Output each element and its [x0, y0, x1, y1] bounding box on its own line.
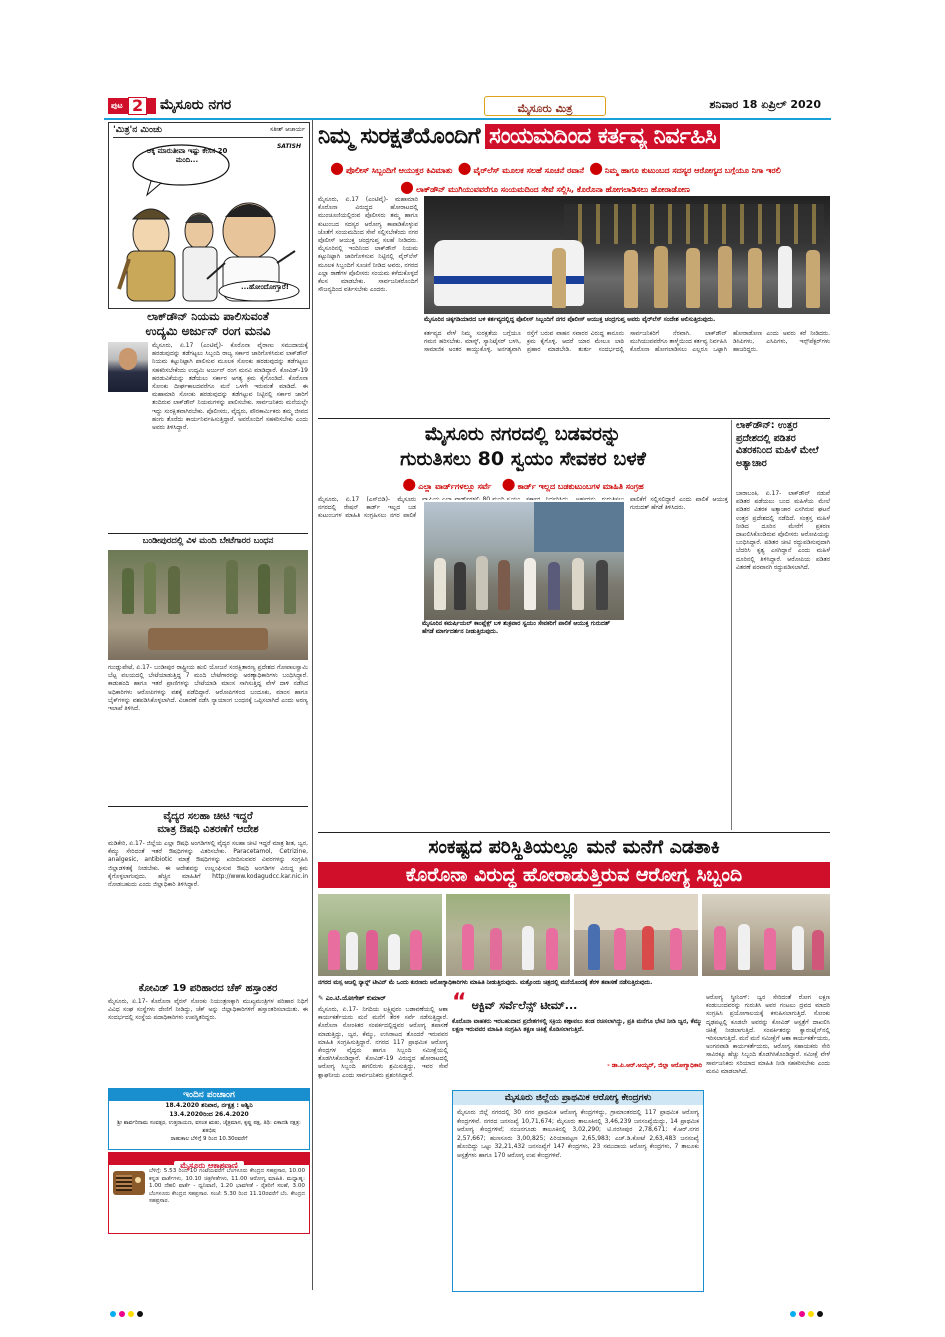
health-quote-title: ಆಕ್ಟಿವ್ ಸರ್ವೆಲೆನ್ಸ್ ಟೀಮ್... — [471, 999, 578, 1012]
cartoon-speech-bubble — [145, 147, 229, 181]
page-header — [104, 96, 829, 116]
officer-figure — [718, 246, 732, 308]
volunteer-figure — [498, 560, 510, 610]
health-worker-figure — [642, 926, 654, 970]
health-worker-figure — [328, 930, 340, 970]
officer-figure — [144, 562, 156, 614]
volunteer-figure — [434, 558, 446, 610]
cartoon-rule — [113, 137, 303, 138]
cartoon-bottom-text: ...ಹೋಂದೋಗ್ತಾರೆ! — [240, 283, 289, 291]
volunteer-figure — [476, 556, 488, 610]
officer-figure — [168, 566, 180, 614]
officer-figure — [226, 560, 238, 614]
phc-box-body: ಮೈಸೂರು ಜಿಲ್ಲೆ ನಗರದಲ್ಲಿ 30 ನಗರ ಪ್ರಾಥಮಿಕ ಆರೋಗ್ಯ ಕೇಂದ್ರಗಳಿದ್ದು, ಗ್ರಾಮಾಂತರದಲ್ಲಿ 117 ಪ್ರಾಥಮಿಕ ಆರೋಗ್ಯ ಕೇಂದ್ರಗಳಿವೆ. ನಗರದ ಜನಸಂಖ್ಯೆ 10,71,674; ಮೈಸೂರು ತಾಲೂಕಿನಲ್ಲಿ 3,46,239 ಜನಸಂಖ್ಯೆಯಿದ್ದು, 14 ಪ್ರಾಥಮಿಕ ಆರೋಗ್ಯ ಕೇಂದ್ರಗಳಿವೆ; ನಂಜನಗೂಡು ತಾಲೂಕಿನಲ್ಲಿ 3,02,290; ಟಿ.ನರಸೀಪುರ 2,78,671; ಕೆ.ಆರ್.ನಗರ 2,57,667; ಹುಣಸೂರು 3,00,825; ಪಿರಿಯಾಪಟ್ಟಣ 2,65,983; ಎಚ್.ಡಿ.ಕೋಟೆ 2,63,483 ಜನಸಂಖ್ಯೆ ಹೊಂದಿದ್ದು ಒಟ್ಟು 32,21,432 ಜನಸಂಖ್ಯೆಗೆ 147 ಕೇಂದ್ರಗಳು, 23 ಸಮುದಾಯ ಆರೋಗ್ಯ ಕೇಂದ್ರಗಳು, 7 ತಾಲೂಕು ಆಸ್ಪತ್ರೆಗಳು ಹಾಗೂ 170 ಆರೋಗ್ಯ ಉಪ ಕೇಂದ್ರಗಳಿವೆ. — [457, 1109, 699, 1159]
volunteer-figure — [548, 562, 560, 610]
officer-figure — [686, 248, 700, 308]
lead-sub-1: ಪೊಲೀಸ್ ಸಿಬ್ಬಂದಿಗೆ ಆಯುಕ್ತರ ಕಿವಿಮಾತು — [345, 166, 453, 175]
volunteer-photo — [422, 500, 626, 622]
building — [534, 502, 624, 552]
cartoon-bubble-text: ಅಕ್ಕಿ ಮಾರುತೀವಾ ಇಷ್ಟು ಕೇಸಸ 20 ಮಂದಿ... — [146, 147, 228, 164]
phc-box-title: ಮೈಸೂರು ಜಿಲ್ಲೆಯ ಪ್ರಾಥಮಿಕ ಆರೋಗ್ಯ ಕೇಂದ್ರಗಳು — [453, 1091, 703, 1105]
health-worker-figure — [670, 928, 682, 970]
arrest-headline: ಬಂಡೀಪುರದಲ್ಲಿ ವಿಳ ಮಂದಿ ಬೇಟೆಗಾರರ ಬಂಧನ — [142, 536, 274, 546]
health-worker-figure — [546, 928, 558, 970]
officer-figure — [552, 248, 566, 308]
medicine-story — [108, 810, 308, 980]
pen-icon: ✎ — [318, 994, 324, 1002]
divider-2 — [108, 806, 308, 807]
cartoon-title: 'ಮಿತ್ರ'ನ ಮಿಂಚು — [113, 125, 163, 135]
officer-figure — [284, 566, 296, 614]
health-worker-figure — [366, 930, 378, 970]
health-body-col3: ಆರೋಗ್ಯ ಸ್ಕ್ರೀನಿಂಗ್: ಜ್ವರ ಸೇರಿದಂತೆ ರೋಗ ಲಕ್ಷಣ ಕಂಡುಬಂದವರನ್ನು ಗುರುತಿಸಿ ಅವರ ಗಂಟಲು ದ್ರವದ ಮಾದರಿ ಸಂಗ್ರಹಿಸಿ ಪ್ರಯೋಗಾಲಯಕ್ಕೆ ಕಳುಹಿಸಲಾಗುತ್ತಿದೆ. ಸೋಂಕು ದೃಢಪಟ್ಟಲ್ಲಿ ಕೂಡಲೇ ಅವರನ್ನು ಕೋವಿಡ್ ಆಸ್ಪತ್ರೆಗೆ ದಾಖಲಿಸಿ ಚಿಕಿತ್ಸೆ ನೀಡಲಾಗುತ್ತಿದೆ. ಸಂಪರ್ಕಿತರನ್ನು ಕ್ವಾರಂಟೈನ್‌ನಲ್ಲಿ ಇರಿಸಲಾಗುತ್ತಿದೆ. ಮನೆ ಮನೆ ಸಮೀಕ್ಷೆಗೆ ಆಶಾ ಕಾರ್ಯಕರ್ತೆಯರು, ಅಂಗನವಾಡಿ ಕಾರ್ಯಕರ್ತೆಯರು, ಆರೋಗ್ಯ ಸಹಾಯಕರು ಸೇರಿ ಸಾವಿರಕ್ಕೂ ಹೆಚ್ಚು ಸಿಬ್ಬಂದಿ ತೊಡಗಿಸಿಕೊಂಡಿದ್ದಾರೆ. ಸಮೀಕ್ಷೆ ವೇಳೆ ಸಾರ್ವಜನಿಕರು ಸರಿಯಾದ ಮಾಹಿತಿ ನೀಡಿ ಸಹಕರಿಸಬೇಕು ಎಂದು ಮನವಿ ಮಾಡಲಾಗಿದೆ. — [706, 994, 830, 1075]
page-number: 2 — [128, 97, 147, 115]
radio-body: ಬೆಳಿಗ್ಗೆ: 5.53 ರಿಂದ 10 ಗಂಟೆಯವರೆಗೆ ಬೆಂಗಳೂರು ಕೇಂದ್ರದ ಸಹಪ್ರಸಾರ, 10.00 ಕನ್ನಡ ವಾರ್ತೆಗಳು, 10.10 ಚಿತ್ರಗೀತೆಗಳು, 11.00 ಆರೋಗ್ಯ ಮಾಹಿತಿ. ಮಧ್ಯಾಹ್ನ: 1.00 ದೆಹಲಿ ವಾರ್ತೆ - ಧ್ವನಿವಾಣಿ, 1.20 ಭಾವಗೀತೆ - ರೈತರಿಗೆ ಸಲಹೆ, 3.00 ಬೆಂಗಳೂರು ಕೇಂದ್ರದ ಸಹಪ್ರಸಾರ. ಸಂಜೆ: 5.30 ರಿಂದ 11.10ರವರೆಗೆ ಬೆಂ. ಕೇಂದ್ರದ ಸಹಪ್ರಸಾರ. — [149, 1168, 305, 1205]
health-worker-figure — [410, 930, 422, 970]
officer-figure — [778, 246, 792, 308]
volunteer-figure — [572, 558, 584, 610]
officer-figure — [122, 568, 134, 614]
health-photo-caption: ನಗರದ ಮಸ್ಸ ಅಜಲ್ಲಿ ನ್ಯಾನ್ನ್ ಟೀವಿನ್ ಮೆ ಒಂದು ಕುರಣದು ಆರೋಗ್ಯಾಧಿಕಾರಿಗಳು ಮಾಹಿತಿ ನೀಡುತ್ತಿರುವುದು. ಮತ್ತೊಂದು ಚಿತ್ರದಲ್ಲಿ ಮನೆಯೊಂದಕ್ಕೆ ತೆರಳಿ ತಪಾಸಣೆ ನಡೆಸುತ್ತಿರುವುದು. — [318, 980, 653, 986]
panchanga-line-1: 18.4.2020 ಶನಿವಾರ, ರ್ನಕ್ಷತ್ರ : ಅಶ್ವಿನಿ — [165, 1102, 253, 1109]
bullet-icon: ● — [400, 177, 414, 196]
divider-3 — [318, 418, 830, 419]
registration-dot — [817, 1311, 823, 1317]
arrest-photo — [108, 550, 308, 660]
registration-marks-right — [790, 1302, 826, 1321]
health-byline — [318, 994, 448, 1003]
radio-title: ಮೈಸೂರು ಆಕಾಶವಾಣಿ — [174, 1161, 243, 1171]
health-col-1 — [318, 994, 448, 1290]
registration-dot — [110, 1311, 116, 1317]
registration-dot — [808, 1311, 814, 1317]
volunteer-figure — [596, 560, 608, 610]
cartoon-signature: SATISH — [276, 143, 301, 150]
lead-body-row: ಕರ್ತವ್ಯದ ವೇಳೆ ನಿಮ್ಮ ಸುರಕ್ಷತೆಯ ಬಗ್ಗೆಯೂ ಗಮನ ಹರಿಸಬೇಕು. ಮಾಸ್ಕ್, ಸ್ಯಾನಿಟೈಸರ್ ಬಳಸಿ, ಸಾಮಾಜಿಕ ಅಂತರ ಕಾಯ್ದುಕೊಳ್ಳಿ. ಅನಗತ್ಯವಾಗಿ ರಸ್ತೆಗೆ ಬರುವ ವಾಹನ ಸವಾರರ ವಿರುದ್ಧ ಕಾನೂನು ಕ್ರಮ ಕೈಗೊಳ್ಳಿ. ಆದರೆ ಯಾರ ಮೇಲೂ ಲಾಠಿ ಪ್ರಹಾರ ಮಾಡಬೇಡಿ. ತುರ್ತು ಸಂದರ್ಭದಲ್ಲಿ ಸಾರ್ವಜನಿಕರಿಗೆ ನೆರವಾಗಿ. ಲಾಕ್‌ಡೌನ್ ಮುಗಿಯುವವರೆಗೂ ತಾಳ್ಮೆಯಿಂದ ಕರ್ತವ್ಯ ನಿರ್ವಹಿಸಿ ಕೊರೊನಾ ಹೋಗಲಾಡಿಸಲು ಎಲ್ಲರೂ ಒಟ್ಟಾಗಿ ಹೋರಾಡೋಣ ಎಂದು ಅವರು ಕರೆ ನೀಡಿದರು. ಡಿಸಿಪಿಗಳು, ಎಸಿಪಿಗಳು, ಇನ್ಸ್‌ಪೆಕ್ಟರ್‌ಗಳು ಹಾಜರಿದ್ದರು. — [424, 330, 830, 354]
page-number-badge — [108, 98, 156, 114]
cartoon-bottom-bubble — [229, 283, 301, 295]
health-worker-figure — [346, 932, 358, 970]
lockdown-headline-1: ಲಾಕ್‌ಡೌನ್ ನಿಯಮ ಪಾಲಿಸುವಂತೆ — [147, 310, 269, 323]
volunteer-story — [318, 420, 728, 832]
registration-dot — [137, 1311, 143, 1317]
cartoon-box — [108, 122, 310, 309]
health-worker-figure — [522, 926, 534, 970]
health-worker-figure — [812, 930, 824, 970]
lead-headline — [318, 122, 830, 152]
radio-icon — [113, 1171, 145, 1195]
health-quote-box — [452, 990, 702, 1084]
radio-title-bar — [109, 1153, 309, 1170]
officer-figure — [806, 250, 820, 308]
lead-subheads — [330, 158, 830, 196]
cartoon-artist: ಸತೀಶ್ ಆಚಾರ್ಯ — [270, 126, 305, 133]
bullet-icon: ● — [457, 158, 472, 177]
panchanga-line-3: ಶ್ರೀ ಶಾರ್ವರಿನಾಮ ಸಂವತ್ಸರ, ಉತ್ತರಾಯಣ, ವಸಂತ ಋತು, ಚೈತ್ರಮಾಸ, ಕೃಷ್ಣ ಪಕ್ಷ, ತಿಥಿ: ಏಕಾದಶಿ ನಕ್ಷತ್ರ: ಶತಭಿಷ — [117, 1120, 301, 1134]
health-worker-figure — [588, 924, 600, 970]
registration-marks-left — [110, 1302, 146, 1321]
page-label: ಪುಟ — [111, 101, 123, 110]
issue-date: ಶನಿವಾರ 18 ಏಪ್ರಿಲ್ 2020 — [709, 98, 821, 111]
volunteer-sub-2: ಕಾರ್ಡ್ ಇಲ್ಲದ ಬಡಕುಟುಂಬಗಳ ಮಾಹಿತಿ ಸಂಗ್ರಹ — [517, 482, 644, 491]
lockdown-headline-2: ಉದ್ಯಮಿ ಅರ್ಜುನ್ ರಂಗ ಮನವಿ — [145, 324, 271, 338]
quote-mark-icon: “ — [452, 990, 467, 1015]
health-byline-text: ಎಂ.ಟಿ.ಯೋಗೇಶ್ ಕುಮಾರ್ — [325, 994, 386, 1002]
divider-1 — [108, 533, 308, 534]
relief-story — [108, 982, 308, 1082]
panchanga-box — [108, 1088, 310, 1150]
health-photo-2 — [446, 894, 570, 976]
lead-sub-3: ನಿಮ್ಮ ಹಾಗೂ ಕುಟುಂಬದ ಸದಸ್ಯರ ಆರೋಗ್ಯದ ಬಗ್ಗೆಯೂ ನಿಗಾ ಇರಲಿ — [605, 166, 781, 175]
officer-figure — [748, 248, 762, 308]
bullet-icon: ● — [501, 474, 516, 493]
bullet-icon: ● — [589, 158, 604, 177]
masthead-text: ಮೈಸೂರು ಮಿತ್ರ — [517, 102, 573, 115]
header-rule — [104, 118, 831, 120]
lead-body-column: ಮೈಸೂರು, ಏ.17 (ಎಂಟಿವೈ)- ಮಹಾಮಾರಿ ಕೊರೊನಾ ವಿರುದ್ಧದ ಹೋರಾಟದಲ್ಲಿ ಮುಂಚೂಣಿಯಲ್ಲಿರುವ ಪೊಲೀಸರು ತಮ್ಮ ಹಾಗೂ ಕುಟುಂಬದ ಸದಸ್ಯರ ಆರೋಗ್ಯ ಕಾಪಾಡಿಕೊಳ್ಳುವ ಜೊತೆಗೆ ಸಂಯಮದಿಂದ ಸೇವೆ ಸಲ್ಲಿಸಬೇಕೆಂದು ನಗರ ಪೊಲೀಸ್ ಆಯುಕ್ತ ಚಂದ್ರಗುಪ್ತ ಸಲಹೆ ನೀಡಿದರು. ಮೈಸೂರಿನಲ್ಲಿ ಇಂದಿನಿಂದ ಲಾಕ್‌ಡೌನ್ ನಿಯಮ ಕಟ್ಟುನಿಟ್ಟಾಗಿ ಜಾರಿಗೊಳಿಸುವ ನಿಟ್ಟಿನಲ್ಲಿ ವೈರ್‌ಲೆಸ್ ಮೂಲಕ ಸಿಬ್ಬಂದಿಗೆ ಸೂಚನೆ ನೀಡಿದ ಅವರು, ನಗರದ ಎಲ್ಲಾ ಠಾಣೆಗಳ ಪೊಲೀಸರು ಸಂಯಮ ಕಳೆದುಕೊಳ್ಳದೆ ಕೆಲಸ ಮಾಡಬೇಕು. ಸಾರ್ವಜನಿಕರೊಂದಿಗೆ ಸೌಜನ್ಯದಿಂದ ವರ್ತಿಸಬೇಕು ಎಂದರು. — [318, 196, 418, 294]
health-quote-body: ಕೊರೊನಾ ವಾಹಕರು ಇರಬಹುದಾದ ಪ್ರದೇಶಗಳಲ್ಲಿ ಸಕ್ರಿಯ ಕಣ್ಗಾವಲು ತಂಡ ರಚಿಸಲಾಗಿದ್ದು, ಪ್ರತಿ ಮನೆಗೂ ಭೇಟಿ ನೀಡಿ ಜ್ವರ, ಕೆಮ್ಮು ಲಕ್ಷಣ ಇರುವವರ ಮಾಹಿತಿ ಸಂಗ್ರಹಿಸಿ ತಕ್ಷಣ ಚಿಕಿತ್ಸೆ ಕೊಡಿಸಲಾಗುತ್ತಿದೆ. — [452, 1018, 702, 1034]
health-worker-figure — [714, 926, 726, 970]
volunteer-body: ಮೈಸೂರು, ಏ.17 (ಎಸ್‌ಬಿಡಿ)- ಮೈಸೂರು ನಗರದಲ್ಲಿ ರೇಷನ್ ಕಾರ್ಡ್ ಇಲ್ಲದ ಬಡ ಕುಟುಂಬಗಳ ಮಾಹಿತಿ ಸಂಗ್ರಹಿಸಲು ನಗರ ಪಾಲಿಕೆ ಪಾಲಿಕೆಗೆ ಸಲ್ಲಿಸಲಿದ್ದಾರೆ ಎಂದು ಪಾಲಿಕೆ ಆಯುಕ್ತ ಗುರುದತ್ ಹೆಗಡೆ ತಿಳಿಸಿದರು. — [318, 496, 728, 520]
health-quote-author: - ಡಾ.ಪಿ.ಆರ್.ಅಯ್ಯರ್, ಜಿಲ್ಲಾ ಆರೋಗ್ಯಾಧಿಕಾರಿ — [607, 1062, 702, 1069]
health-photo-3 — [574, 894, 698, 976]
health-worker-figure — [792, 926, 804, 970]
officer-figure — [258, 564, 270, 614]
column-divider — [312, 120, 313, 1290]
health-body-col1: ಮೈಸೂರು, ಏ.17- ನಿಗದಿಯ ಲಕ್ಷ್ಮಿಪುರಂ ಬಡಾವಣೆಯಲ್ಲಿ ಆಶಾ ಕಾರ್ಯಕರ್ತೆಯರು ಮನೆ ಮನೆಗೆ ತೆರಳಿ ಸರ್ವೆ ನಡೆಸುತ್ತಿದ್ದಾರೆ. ಕೊರೊನಾ ಸೋಂಕಿತರ ಸಂಪರ್ಕದಲ್ಲಿದ್ದವರ ಆರೋಗ್ಯ ತಪಾಸಣೆ ಮಾಡುತ್ತಿದ್ದು, ಜ್ವರ, ಕೆಮ್ಮು, ಉಸಿರಾಟದ ತೊಂದರೆ ಇರುವವರ ಮಾಹಿತಿ ಸಂಗ್ರಹಿಸುತ್ತಿದ್ದಾರೆ. ನಗರದ 117 ಪ್ರಾಥಮಿಕ ಆರೋಗ್ಯ ಕೇಂದ್ರಗಳ ವೈದ್ಯರು ಹಾಗೂ ಸಿಬ್ಬಂದಿ ಸಮೀಕ್ಷೆಯಲ್ಲಿ ತೊಡಗಿಸಿಕೊಂಡಿದ್ದಾರೆ. ಕೋವಿಡ್-19 ವಿರುದ್ಧದ ಹೋರಾಟದಲ್ಲಿ ಆರೋಗ್ಯ ಸಿಬ್ಬಂದಿ ಹಗಲಿರುಳು ಶ್ರಮಿಸುತ್ತಿದ್ದು, ಇವರ ಸೇವೆ ಶ್ಲಾಘನೀಯ ಎಂದು ಸಾರ್ವಜನಿಕರು ಪ್ರಶಂಸಿಸಿದ್ದಾರೆ. — [318, 1006, 448, 1079]
lead-headline-part-1: ನಿಮ್ಮ ಸುರಕ್ಷತೆಯೊಂದಿಗೆ — [318, 124, 481, 149]
section-title: ಮೈಸೂರು ನಗರ — [160, 97, 232, 113]
registration-dot — [128, 1311, 134, 1317]
health-quote-header — [452, 990, 702, 1015]
registration-dot — [799, 1311, 805, 1317]
lead-headline-part-2: ಸಂಯಮದಿಂದ ಕರ್ತವ್ಯ ನಿರ್ವಹಿಸಿ — [485, 124, 720, 149]
bullet-icon: ● — [330, 158, 344, 177]
panchanga-title: ಇಂದಿನ ಪಂಚಾಂಗ — [109, 1089, 309, 1101]
up-headline: ಲಾಕ್‌ಡೌನ್: ಉತ್ತರ ಪ್ರದೇಶದಲ್ಲಿ ಪಡಿತರ ವಿತರಕನಿಂದ ಮಹಿಳೆ ಮೇಲೆ ಅತ್ಯಾಚಾರ — [736, 420, 819, 469]
radio-dial — [135, 1177, 141, 1183]
column-divider-right — [731, 420, 732, 830]
portrait-face — [119, 348, 137, 370]
volunteer-figure — [454, 562, 466, 610]
radio-speaker-grill — [116, 1175, 132, 1191]
health-worker-figure — [764, 928, 776, 970]
volunteer-photo-caption: ಮೈಸೂರಿನ ಕಮರ್ಷಿಯಲ್ ಕಾಂಪ್ಲೆಕ್ಸ್ ಬಳಿ ಶುಕ್ರವಾರ ಸ್ವಯಂ ಸೇವಕರಿಗೆ ಪಾಲಿಕೆ ಆಯುಕ್ತ ಗುರುದತ್ ಹೆಗಡೆ ಮಾರ್ಗದರ್ಶನ ನೀಡುತ್ತಿರುವುದು. — [422, 620, 622, 638]
arrest-story — [108, 536, 308, 804]
health-worker-figure — [738, 924, 750, 970]
lockdown-body: ಮೈಸೂರು, ಏ.17 (ಎಂಟಿವೈ)- ಕೊರೊನಾ ವೈರಾಣು ಸಮುದಾಯಕ್ಕೆ ಹರಡುವುದನ್ನು ತಡೆಗಟ್ಟಲು ಸಿಬ್ಬಂದಿ ರಾಜ್ಯ ಸರ್ಕಾರ ಜಾರಿಗೊಳಿಸಿರುವ ಲಾಕ್‌ಡೌನ್ ನಿಯಮ ಕಟ್ಟುನಿಟ್ಟಾಗಿ ಪಾಲಿಸುವ ಮೂಲಕ ಸೋಂಕು ಹರಡುವುದನ್ನು ತಡೆಗಟ್ಟಲು ಸಹಕರಿಸಬೇಕೆಂದು ಉದ್ಯಮಿ ಅರ್ಜುನ್ ರಂಗ ಮನವಿ ಮಾಡಿದ್ದಾರೆ. ಕೋವಿಡ್-19 ಹರಡುವಿಕೆಯನ್ನು ತಡೆಯಲು ಸರ್ಕಾರ ಅಗತ್ಯ ಕ್ರಮ ಕೈಗೊಂಡಿದೆ. ಕೊರೊನಾ ಸೋಂಕು ದೀರ್ಘಕಾಲದವರೆಗೂ ಮನೆ ಒಳಗೇ ಇರುವಂತೆ ಮಾಡಿದೆ. ಈ ಮಹಾಮಾರಿ ಸೋಂಕು ಹರಡುವುದನ್ನು ತಡೆಗಟ್ಟುವ ನಿಟ್ಟಿನಲ್ಲಿ ಸರ್ಕಾರ ಜಾರಿಗೆ ತಂದಿರುವ ಲಾಕ್‌ಡೌನ್ ನಿಯಮಗಳನ್ನು ಪಾಲಿಸಬೇಕು. ಸಾರ್ವಜನಿಕರು ಮನೆಯಲ್ಲೇ ಇದ್ದು ಸುರಕ್ಷಿತವಾಗಿರಬೇಕು. ಪೊಲೀಸರು, ವೈದ್ಯರು, ಪೌರಕಾರ್ಮಿಕರು ತಮ್ಮ ಜೀವದ ಹಂಗು ತೊರೆದು ಕಾರ್ಯನಿರ್ವಹಿಸುತ್ತಿದ್ದಾರೆ. ಅವರೊಂದಿಗೆ ಸಹಕರಿಸಬೇಕು ಎಂದು ಅವರು ತಿಳಿಸಿದ್ದಾರೆ. — [152, 342, 308, 432]
relief-headline: ಕೋವಿಡ್ 19 ಪರಿಹಾರದ ಚೆಕ್ ಹಸ್ತಾಂತರ — [138, 983, 278, 994]
up-story — [736, 420, 830, 832]
officer-figure — [624, 250, 638, 308]
health-worker-figure — [462, 924, 474, 970]
medicine-body: ಮಡಿಕೇರಿ, ಏ.17- ಜಿಲ್ಲೆಯ ಎಲ್ಲಾ ಔಷಧಿ ಅಂಗಡಿಗಳಲ್ಲಿ ವೈದ್ಯರ ಸಲಹಾ ಚೀಟಿ ಇದ್ದರೆ ಮಾತ್ರ ಶೀತ, ಜ್ವರ, ಕೆಮ್ಮು ಸೇರಿದಂತೆ ಇತರೆ ಔಷಧಿಗಳನ್ನು ವಿತರಿಸಬೇಕು. Paracetamol, Cetrizine, analgesic, antibiotic ಮಾತ್ರೆ ಔಷಧಿಗಳನ್ನು ಖರೀದಿಸುವವರ ವಿವರಗಳನ್ನು ಸಂಗ್ರಹಿಸಿ ಜಿಲ್ಲಾಡಳಿತಕ್ಕೆ ನೀಡಬೇಕು. ಈ ಆದೇಶವನ್ನು ಉಲ್ಲಂಘಿಸುವ ಔಷಧಿ ಅಂಗಡಿಗಳ ವಿರುದ್ಧ ಕ್ರಮ ಕೈಗೊಳ್ಳಲಾಗುವುದು. ಹೆಚ್ಚಿನ ಮಾಹಿತಿಗೆ http://www.kodagudcc.kar.nic.in ನೋಡಬಹುದು ಎಂದು ಜಿಲ್ಲಾಧಿಕಾರಿ ತಿಳಿಸಿದ್ದಾರೆ. — [108, 840, 308, 889]
divider-4 — [318, 832, 830, 833]
volunteer-figure — [524, 558, 536, 610]
radio-box — [108, 1152, 310, 1234]
health-headline-1: ಸಂಕಷ್ಟದ ಪರಿಸ್ಥಿತಿಯಲ್ಲೂ ಮನೆ ಮನೆಗೆ ಎಡತಾಕಿ — [428, 836, 720, 858]
health-worker-figure — [490, 928, 502, 970]
health-worker-figure — [388, 934, 400, 970]
arrest-body: ಗುಂಡ್ಲುಪೇಟೆ, ಏ.17- ಬಂಡೀಪುರ ರಾಷ್ಟ್ರೀಯ ಹುಲಿ ಯೋಜನೆ ಸಂರಕ್ಷಿತಾರಣ್ಯ ಪ್ರದೇಶದ ಗೋಪಾಲಸ್ವಾಮಿ ಬೆಟ್ಟ ವಲಯದಲ್ಲಿ ಬೇಟೆಯಾಡುತ್ತಿದ್ದ 7 ಮಂದಿ ಬೇಟೆಗಾರರನ್ನು ಅರಣ್ಯಾಧಿಕಾರಿಗಳು ಬಂಧಿಸಿದ್ದಾರೆ. ಕಾಡುಹಂದಿ ಹಾಗೂ ಇತರೆ ಪ್ರಾಣಿಗಳನ್ನು ಬೇಟೆಯಾಡಿ ಮಾಂಸ ಸಾಗಿಸುತ್ತಿದ್ದ ವೇಳೆ ದಾಳಿ ನಡೆಸಿದ ಅಧಿಕಾರಿಗಳು ಆರೋಪಿಗಳನ್ನು ವಶಕ್ಕೆ ಪಡೆದಿದ್ದಾರೆ. ಆರೋಪಿಗಳಿಂದ ಬಂದೂಕು, ಮಾಂಸ ಹಾಗೂ ಬೈಕ್‌ಗಳನ್ನು ವಶಪಡಿಸಿಕೊಳ್ಳಲಾಗಿದೆ. ವಿಚಾರಣೆ ನಡೆಸಿ ನ್ಯಾಯಾಂಗ ಬಂಧನಕ್ಕೆ ಒಪ್ಪಿಸಲಾಗಿದೆ ಎಂದು ಅರಣ್ಯ ಇಲಾಖೆ ತಿಳಿಸಿದೆ. — [108, 664, 308, 713]
volunteer-sub-1: ಎಲ್ಲಾ ವಾರ್ಡ್‌ಗಳಲ್ಲೂ ಸರ್ವೆ — [418, 482, 492, 491]
phc-box — [452, 1090, 704, 1292]
registration-dot — [119, 1311, 125, 1317]
health-photo-4 — [702, 894, 830, 976]
health-headline-2: ಕೊರೊನಾ ವಿರುದ್ಧ ಹೋರಾಡುತ್ತಿರುವ ಆರೋಗ್ಯ ಸಿಬ್ಬಂದಿ — [318, 862, 830, 888]
health-worker-figure — [614, 928, 626, 970]
masthead — [484, 96, 606, 116]
seized-items — [148, 628, 268, 650]
up-body: ಬಾರಾಬಂಕಿ, ಏ.17- ಲಾಕ್‌ಡೌನ್ ನಡುವೆ ಪಡಿತರ ಪಡೆಯಲು ಬಂದ ಮಹಿಳೆಯ ಮೇಲೆ ಪಡಿತರ ವಿತರಕ ಅತ್ಯಾಚಾರ ಎಸಗಿರುವ ಘಟನೆ ಉತ್ತರ ಪ್ರದೇಶದಲ್ಲಿ ನಡೆದಿದೆ. ಸಂತ್ರಸ್ತ ಮಹಿಳೆ ನೀಡಿದ ದೂರಿನ ಮೇರೆಗೆ ಪ್ರಕರಣ ದಾಖಲಿಸಿಕೊಂಡಿರುವ ಪೊಲೀಸರು ಆರೋಪಿಯನ್ನು ಬಂಧಿಸಿದ್ದಾರೆ. ಪಡಿತರ ಚೀಟಿ ರದ್ದುಪಡಿಸುವುದಾಗಿ ಬೆದರಿಸಿ ಕೃತ್ಯ ಎಸಗಿದ್ದಾನೆ ಎಂದು ಮಹಿಳೆ ದೂರಿನಲ್ಲಿ ತಿಳಿಸಿದ್ದಾರೆ. ಆರೋಪಿಯ ಪಡಿತರ ವಿತರಣೆ ಪರವಾನಗಿ ರದ್ದುಪಡಿಸಲಾಗಿದೆ. — [736, 490, 830, 571]
portrait-photo — [108, 342, 148, 392]
building-lights — [564, 204, 824, 244]
bullet-icon: ● — [402, 474, 417, 493]
panchanga-line-4: ರಾಹುಕಾಲ ಬೆಳಿಗ್ಗೆ 9 ರಿಂದ 10.30ರವರೆಗೆ — [170, 1136, 248, 1142]
lockdown-story — [108, 310, 308, 532]
medicine-headline-2: ಮಾತ್ರ ಔಷಧಿ ವಿತರಣೆಗೆ ಆದೇಶ — [157, 824, 259, 835]
registration-dot — [790, 1311, 796, 1317]
relief-body: ಮೈಸೂರು, ಏ.17- ಕೊರೊನಾ ವೈರಸ್ ಸೋಂಕು ನಿಯಂತ್ರಣಕ್ಕಾಗಿ ಮುಖ್ಯಮಂತ್ರಿಗಳ ಪರಿಹಾರ ನಿಧಿಗೆ ವಿವಿಧ ಸಂಘ ಸಂಸ್ಥೆಗಳು ದೇಣಿಗೆ ನೀಡಿದ್ದು, ಚೆಕ್ ಅನ್ನು ಜಿಲ್ಲಾಧಿಕಾರಿಗಳಿಗೆ ಹಸ್ತಾಂತರಿಸಲಾಯಿತು. ಈ ಸಂದರ್ಭದಲ್ಲಿ ಸಂಸ್ಥೆಯ ಪದಾಧಿಕಾರಿಗಳು ಉಪಸ್ಥಿತರಿದ್ದರು. — [108, 998, 308, 1022]
lead-photo-caption: ಮೈಸೂರಿನ ಚಿಕ್ಕಗಡಿಯಾರದ ಬಳಿ ಕರ್ತವ್ಯದಲ್ಲಿದ್ದ ಪೊಲೀಸ್ ಸಿಬ್ಬಂದಿಗೆ ನಗರ ಪೊಲೀಸ್ ಆಯುಕ್ತ ಚಂದ್ರಗುಪ್ತ ಅವರು ವೈರ್‌ಲೆಸ್ ಸಂದೇಶ ಆಲಿಸುತ್ತಿರುವುದು. — [424, 316, 716, 323]
lead-sub-2: ವೈರ್‌ಲೆಸ್ ಮೂಲಕ ಸಲಹೆ ಸೂಚನೆ ರವಾನೆ — [473, 166, 584, 175]
volunteer-headline-2: ಗುರುತಿಸಲು 80 ಸ್ವಯಂ ಸೇವಕರ ಬಳಕೆ — [400, 448, 646, 470]
lead-photo — [424, 196, 830, 314]
panchanga-line-2: 13.4.2020ರಿಂದ 26.4.2020 — [169, 1111, 249, 1118]
volunteer-headline-1: ಮೈಸೂರು ನಗರದಲ್ಲಿ ಬಡವರನ್ನು — [424, 423, 622, 445]
medicine-headline-1: ವೈದ್ಯರ ಸಲಹಾ ಚೀಟಿ ಇದ್ದರೆ — [163, 811, 253, 822]
officer-figure — [654, 246, 668, 308]
health-photo-1 — [318, 894, 442, 976]
lead-sub-4: ಲಾಕ್‌ಡೌನ್ ಮುಗಿಯುವವರೆಗೂ ಸಂಯಮದಿಂದ ಸೇವೆ ಸಲ್ಲಿಸಿ, ಕೊರೊನಾ ಹೋಗಲಾಡಿಸಲು ಹೋರಾಡೋಣ — [415, 185, 690, 194]
